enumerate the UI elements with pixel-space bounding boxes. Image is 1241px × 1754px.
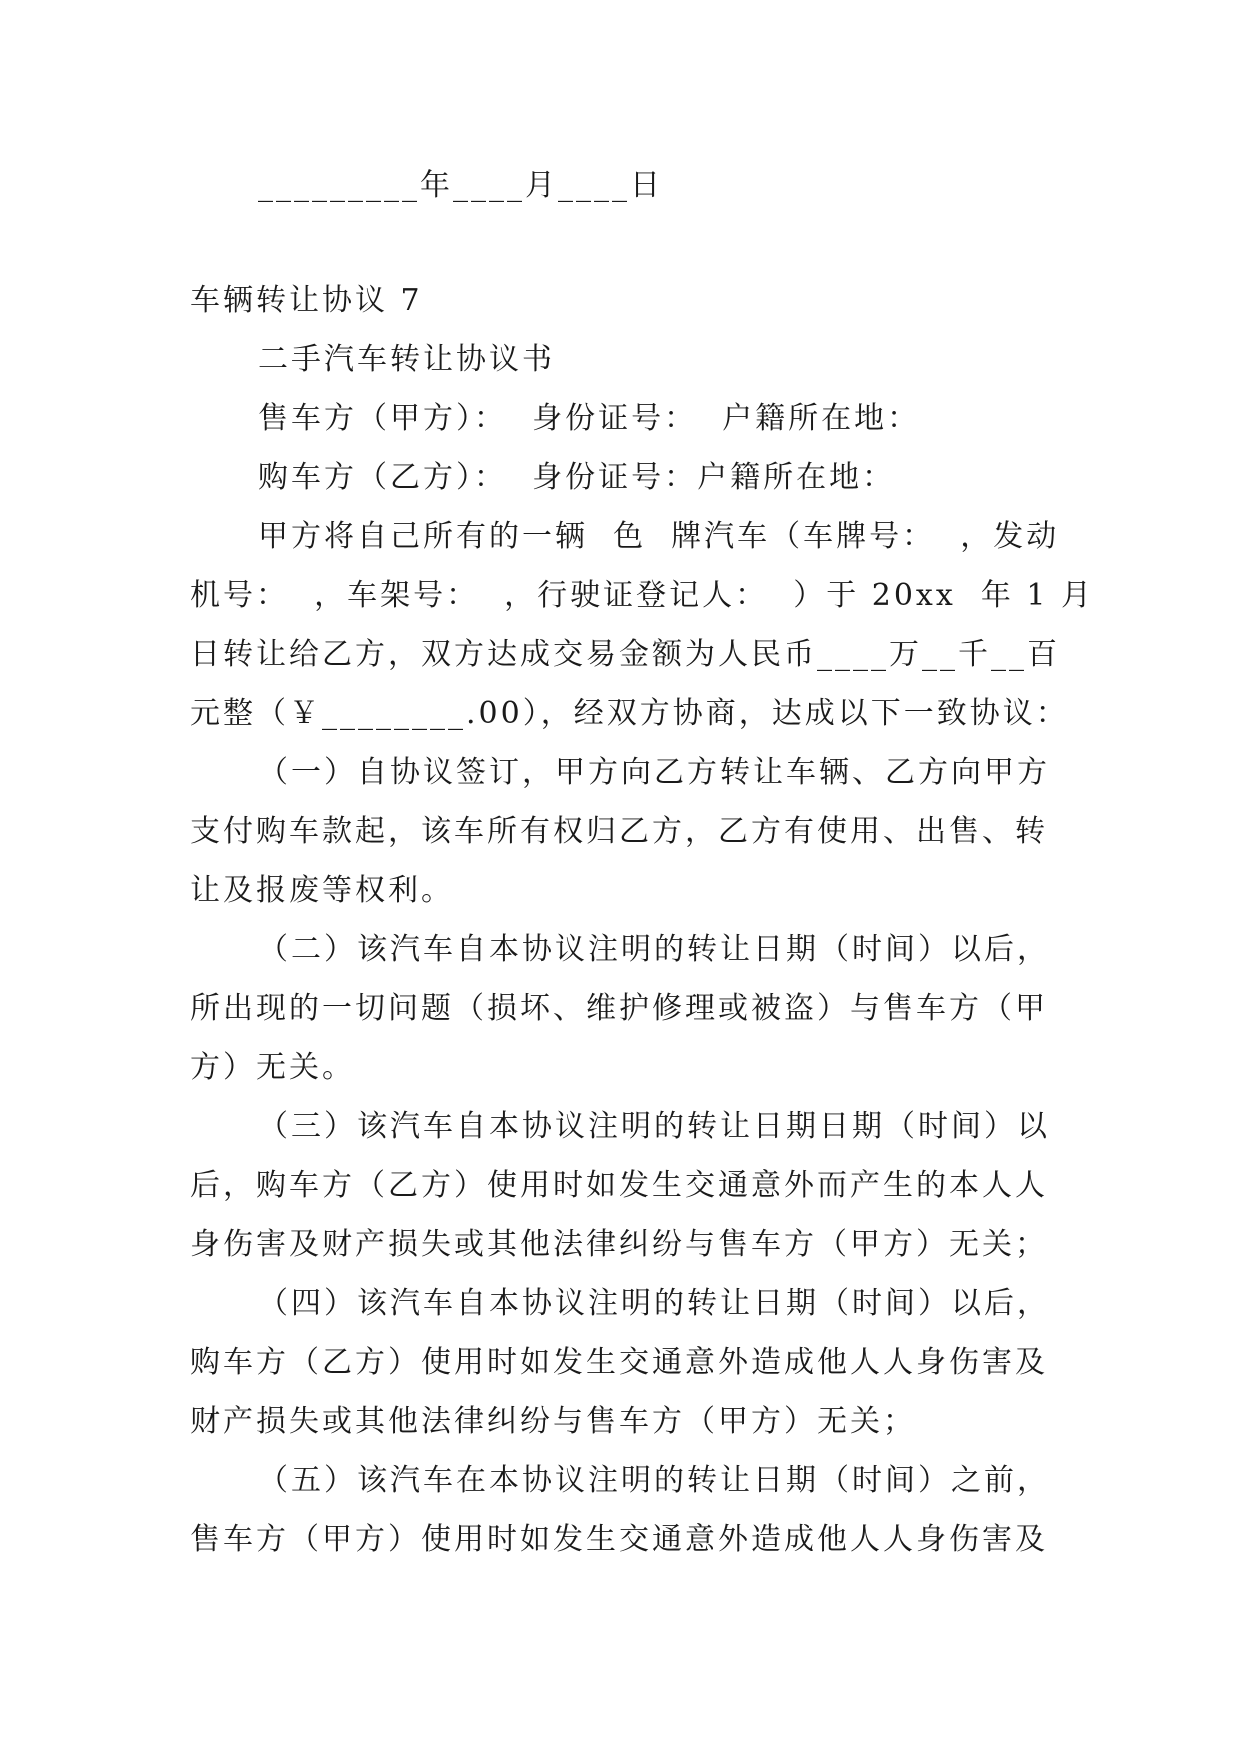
document-title: 二手汽车转让协议书 [258,342,555,377]
clause-2-line-1: （二）该汽车自本协议注明的转让日期（时间）以后， [258,932,1050,967]
intro-paragraph-line-4: 元整（￥________.00），经双方协商，达成以下一致协议： [190,696,1069,731]
clause-1-line-1: （一）自协议签订，甲方向乙方转让车辆、乙方向甲方 [258,755,1050,790]
clause-4-line-1: （四）该汽车自本协议注明的转让日期（时间）以后， [258,1286,1050,1321]
clause-4-line-2: 购车方（乙方）使用时如发生交通意外造成他人人身伤害及 [190,1345,1048,1380]
intro-paragraph-line-1: 甲方将自己所有的一辆 色 牌汽车（车牌号： ，发动 [258,519,1060,554]
clause-1-line-2: 支付购车款起，该车所有权归乙方，乙方有使用、出售、转 [190,814,1048,849]
clause-3-line-3: 身伤害及财产损失或其他法律纠纷与售车方（甲方）无关； [190,1227,1048,1262]
clause-4-line-3: 财产损失或其他法律纠纷与售车方（甲方）无关； [190,1404,916,1439]
section-title: 车辆转让协议 7 [190,283,423,318]
clause-5-line-1: （五）该汽车在本协议注明的转让日期（时间）之前， [258,1463,1050,1498]
clause-3-line-2: 后，购车方（乙方）使用时如发生交通意外而产生的本人人 [190,1168,1048,1203]
intro-paragraph-line-2: 机号： ，车架号： ，行驶证登记人： ）于 20xx 年 1 月 [190,578,1094,613]
buyer-info-line: 购车方（乙方）： 身份证号：户籍所在地： [258,460,896,495]
clause-1-line-3: 让及报废等权利。 [190,873,454,908]
clause-2-line-3: 方）无关。 [190,1050,355,1085]
clause-2-line-2: 所出现的一切问题（损坏、维护修理或被盗）与售车方（甲 [190,991,1048,1026]
clause-5-line-2: 售车方（甲方）使用时如发生交通意外造成他人人身伤害及 [190,1522,1048,1557]
date-line: _________年____月____日 [258,168,663,203]
seller-info-line: 售车方（甲方）： 身份证号： 户籍所在地： [258,401,921,436]
intro-paragraph-line-3: 日转让给乙方，双方达成交易金额为人民币____万__千__百 [190,637,1060,672]
clause-3-line-1: （三）该汽车自本协议注明的转让日期日期（时间）以 [258,1109,1050,1144]
